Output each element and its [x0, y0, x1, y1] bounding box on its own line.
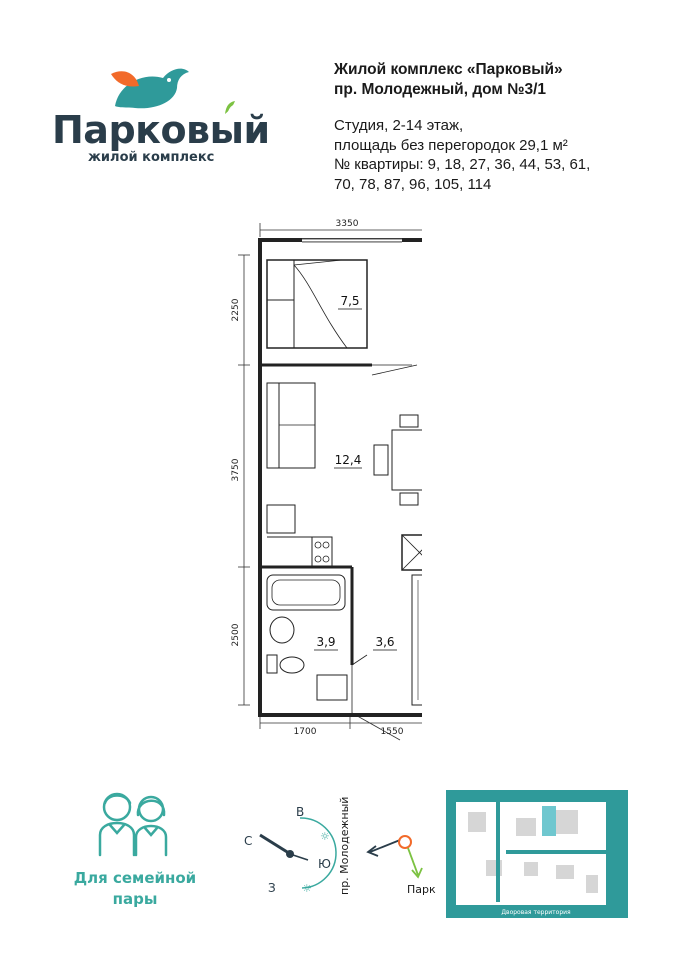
- logo-leaf: [111, 71, 139, 86]
- family-label-line2: пары: [112, 890, 158, 908]
- logo-mark: [105, 62, 195, 112]
- dim-top: 3350: [335, 219, 359, 229]
- site-map: [446, 790, 628, 918]
- address: пр. Молодежный, дом №3/1: [334, 81, 547, 98]
- compass-north: С: [244, 834, 253, 848]
- direction-arrow-icon: [360, 830, 435, 885]
- room-area-bathroom: 3,9: [316, 635, 336, 649]
- dim-bottom-2: 1550: [380, 727, 404, 737]
- apartment-area: площадь без перегородок 29,1 м²: [334, 136, 568, 154]
- logo-sprout-icon: [223, 100, 237, 116]
- logo-bird-eye: [167, 78, 171, 82]
- compass-east: В: [296, 805, 305, 819]
- complex-name: Жилой комплекс «Парковый»: [334, 61, 563, 78]
- street-label: пр. Молодежный: [338, 796, 351, 895]
- brand-subtitle: жилой комплекс: [88, 150, 215, 165]
- apartment-type: Студия, 2-14 этаж,: [334, 117, 464, 134]
- apartment-numbers-1: № квартиры: 9, 18, 27, 36, 44, 53, 61,: [334, 156, 591, 173]
- yard-label: Дворовая территория: [501, 909, 571, 916]
- brand-name: Парковый: [52, 108, 270, 152]
- header-block: [334, 60, 563, 100]
- sun-icon-bottom: ☼: [302, 882, 312, 895]
- room-area-hallway: 3,6: [375, 635, 395, 649]
- apartment-info: [334, 116, 590, 194]
- family-label: [60, 868, 210, 910]
- family-couple-icon: [90, 785, 180, 865]
- park-label: Парк: [407, 883, 436, 896]
- dim-left-3: 2500: [231, 623, 241, 647]
- family-label-line1: Для семейной: [73, 869, 197, 887]
- room-area-bedroom: 7,5: [340, 294, 360, 308]
- compass-south: Ю: [318, 857, 331, 871]
- floor-plan: [222, 215, 422, 745]
- compass-west: З: [268, 881, 276, 895]
- apartment-numbers-2: 70, 78, 87, 96, 105, 114: [334, 175, 492, 193]
- compass: [240, 800, 340, 900]
- dim-left-1: 2250: [231, 298, 241, 322]
- dim-left-2: 3750: [231, 458, 241, 482]
- dim-bottom-1: 1700: [293, 727, 317, 737]
- sun-icon-top: ☼: [320, 830, 330, 843]
- room-area-living: 12,4: [334, 453, 362, 467]
